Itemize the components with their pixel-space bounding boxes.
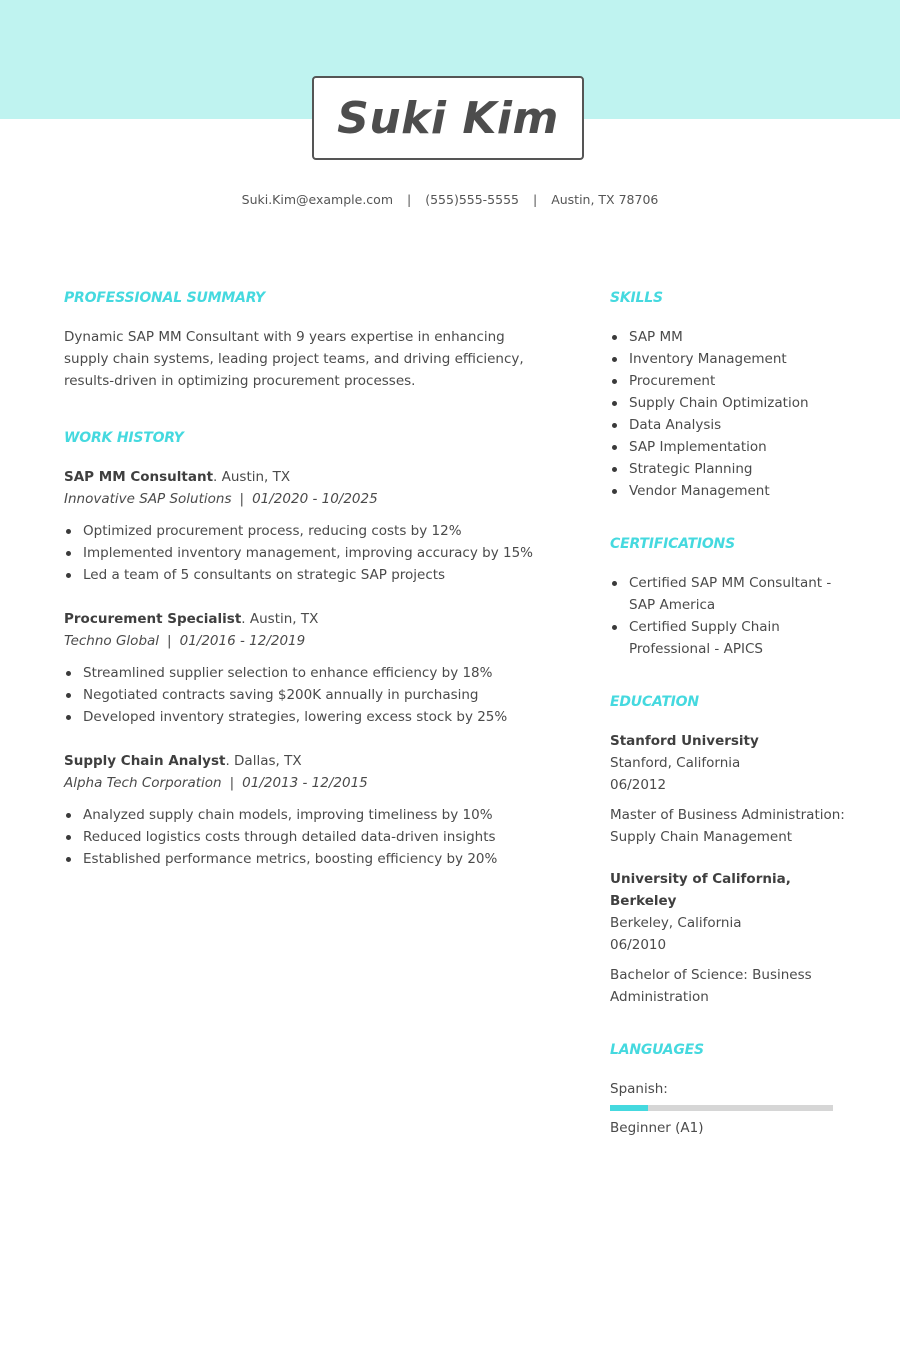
education-entry (610, 730, 850, 848)
job-company: Alpha Tech Corporation (64, 775, 222, 791)
job-separator: | (167, 633, 172, 649)
graduation-date: 06/2012 (610, 777, 667, 793)
job-bullet: Optimized procurement process, reducing costs by 12% (64, 520, 544, 542)
school-location: Berkeley, California (610, 915, 742, 931)
skill-item: Procurement (610, 370, 850, 392)
skill-item: Vendor Management (610, 480, 850, 502)
job-header (64, 466, 544, 488)
job-bullet: Led a team of 5 consultants on strategic SAP projects (64, 564, 544, 586)
job-header (64, 750, 544, 772)
job-separator: | (229, 775, 235, 791)
phone: (555)555-5555 (425, 192, 519, 207)
job-location: . Dallas, TX (225, 753, 302, 769)
job-title: Procurement Specialist (64, 611, 242, 627)
skills-list (610, 326, 850, 502)
job-bullets (64, 804, 544, 870)
job-entry (64, 608, 544, 728)
job-separator: | (239, 491, 245, 507)
job-location: . Austin, TX (241, 611, 319, 627)
right-column (610, 290, 850, 1173)
skill-item: Strategic Planning (610, 458, 850, 480)
job-subheader (64, 630, 544, 652)
language-proficiency-fill (610, 1105, 648, 1111)
languages-heading: LANGUAGES (610, 1042, 704, 1058)
contact-separator: | (407, 192, 412, 207)
languages-section (610, 1042, 850, 1139)
candidate-name: Suki Kim (337, 92, 559, 144)
job-bullet: Established performance metrics, boosting efficiency by 20% (64, 848, 544, 870)
education-heading: EDUCATION (610, 694, 699, 710)
job-bullet: Analyzed supply chain models, improving timeliness by 10% (64, 804, 544, 826)
graduation-date: 06/2010 (610, 937, 667, 953)
work-history-heading: WORK HISTORY (64, 430, 184, 446)
skill-item: SAP MM (610, 326, 850, 348)
job-bullet: Negotiated contracts saving $200K annually in purchasing (64, 684, 544, 706)
summary-text: Dynamic SAP MM Consultant with 9 years expertise in enhancing supply chain systems, leading project teams, and driving efficiency, results-driven in optimizing procurement processes. (64, 329, 524, 389)
contact-line (0, 192, 900, 207)
certification-item: Certified Supply Chain Professional - APICS (610, 616, 850, 660)
contact-separator: | (532, 192, 538, 207)
school-name: University of California, Berkeley (610, 871, 791, 909)
job-company: Techno Global (64, 633, 160, 649)
job-bullets (64, 662, 544, 728)
job-dates: 01/2016 - 12/2019 (179, 633, 306, 649)
job-header (64, 608, 544, 630)
skill-item: Inventory Management (610, 348, 850, 370)
certification-item: Certified SAP MM Consultant - SAP America (610, 572, 850, 616)
language-proficiency-bar (610, 1105, 833, 1111)
summary-heading: PROFESSIONAL SUMMARY (64, 290, 265, 306)
language-name: Spanish: (610, 1081, 668, 1097)
job-title: SAP MM Consultant (64, 469, 214, 485)
skill-item: Supply Chain Optimization (610, 392, 850, 414)
certifications-section (610, 536, 850, 660)
degree: Bachelor of Science: Business Administration (610, 967, 812, 1005)
skill-item: Data Analysis (610, 414, 850, 436)
email: Suki.Kim@example.com (241, 192, 394, 207)
location: Austin, TX 78706 (551, 192, 659, 207)
job-subheader (64, 488, 544, 510)
job-location: . Austin, TX (213, 469, 291, 485)
job-dates: 01/2020 - 10/2025 (252, 491, 378, 507)
skill-item: SAP Implementation (610, 436, 850, 458)
skills-heading: SKILLS (610, 290, 663, 306)
school-name: Stanford University (610, 733, 759, 749)
language-level: Beginner (A1) (610, 1120, 704, 1136)
job-subheader (64, 772, 544, 794)
education-entry (610, 868, 850, 1008)
name-box (312, 76, 584, 160)
job-dates: 01/2013 - 12/2015 (242, 775, 368, 791)
job-bullets (64, 520, 544, 586)
certifications-heading: CERTIFICATIONS (610, 536, 735, 552)
left-column (64, 290, 544, 892)
job-company: Innovative SAP Solutions (64, 491, 232, 507)
skills-section (610, 290, 850, 502)
job-bullet: Streamlined supplier selection to enhance efficiency by 18% (64, 662, 544, 684)
job-entry (64, 466, 544, 586)
job-title: Supply Chain Analyst (64, 753, 226, 769)
education-section (610, 694, 850, 1008)
job-entry (64, 750, 544, 870)
degree: Master of Business Administration: Supply Chain Management (610, 807, 845, 845)
job-bullet: Implemented inventory management, improving accuracy by 15% (64, 542, 544, 564)
certifications-list (610, 572, 850, 660)
job-bullet: Reduced logistics costs through detailed data-driven insights (64, 826, 544, 848)
job-bullet: Developed inventory strategies, lowering excess stock by 25% (64, 706, 544, 728)
school-location: Stanford, California (610, 755, 741, 771)
